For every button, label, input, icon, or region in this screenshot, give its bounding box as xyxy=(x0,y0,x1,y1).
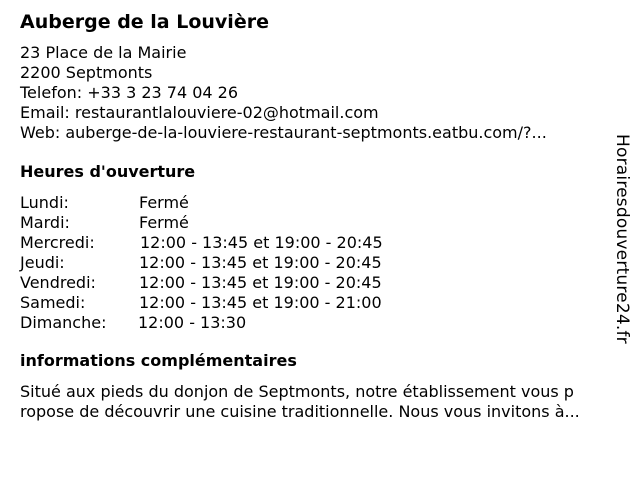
address-city: 2200 Septmonts xyxy=(20,63,153,82)
hours-time: 12:00 - 13:45 et 19:00 - 20:45 xyxy=(139,273,382,292)
hours-day: Samedi: xyxy=(20,293,86,312)
hours-row-tuesday xyxy=(20,213,620,233)
description xyxy=(20,382,620,422)
email-address[interactable]: Email: restaurantlalouviere-02@hotmail.com xyxy=(20,103,379,122)
hours-time: 12:00 - 13:30 xyxy=(138,313,247,332)
additional-info-heading: informations complémentaires xyxy=(20,351,297,370)
hours-row-sunday xyxy=(20,313,620,333)
hours-row-monday xyxy=(20,193,620,213)
opening-hours-table xyxy=(20,193,620,333)
hours-day: Dimanche: xyxy=(20,313,107,332)
hours-time: 12:00 - 13:45 et 19:00 - 20:45 xyxy=(139,253,382,272)
phone-number[interactable]: Telefon: +33 3 23 74 04 26 xyxy=(20,83,239,102)
restaurant-name: Auberge de la Louvière xyxy=(20,11,269,33)
site-watermark xyxy=(612,134,632,344)
description-line: ropose de découvrir une cuisine traditionnelle. Nous vous invitons à... xyxy=(20,402,580,421)
hours-time: Fermé xyxy=(139,213,189,232)
hours-row-thursday xyxy=(20,253,620,273)
website-link[interactable]: Web: auberge-de-la-louviere-restaurant-septmonts.eatbu.com/?... xyxy=(20,123,547,142)
opening-hours-heading: Heures d'ouverture xyxy=(20,162,196,181)
hours-time: 12:00 - 13:45 et 19:00 - 20:45 xyxy=(140,233,383,252)
hours-time: Fermé xyxy=(139,193,189,212)
hours-row-saturday xyxy=(20,293,620,313)
hours-time: 12:00 - 13:45 et 19:00 - 21:00 xyxy=(139,293,382,312)
address-street: 23 Place de la Mairie xyxy=(20,43,187,62)
hours-day: Mercredi: xyxy=(20,233,95,252)
contact-block xyxy=(20,43,620,143)
restaurant-card xyxy=(20,10,620,422)
hours-day: Jeudi: xyxy=(20,253,65,272)
hours-row-friday xyxy=(20,273,620,293)
hours-day: Lundi: xyxy=(20,193,69,212)
hours-day: Mardi: xyxy=(20,213,70,232)
hours-row-wednesday xyxy=(20,233,620,253)
hours-day: Vendredi: xyxy=(20,273,96,292)
description-line: Situé aux pieds du donjon de Septmonts, notre établissement vous p xyxy=(20,382,574,401)
site-watermark-text: Horairesdouverture24.fr xyxy=(612,134,632,344)
